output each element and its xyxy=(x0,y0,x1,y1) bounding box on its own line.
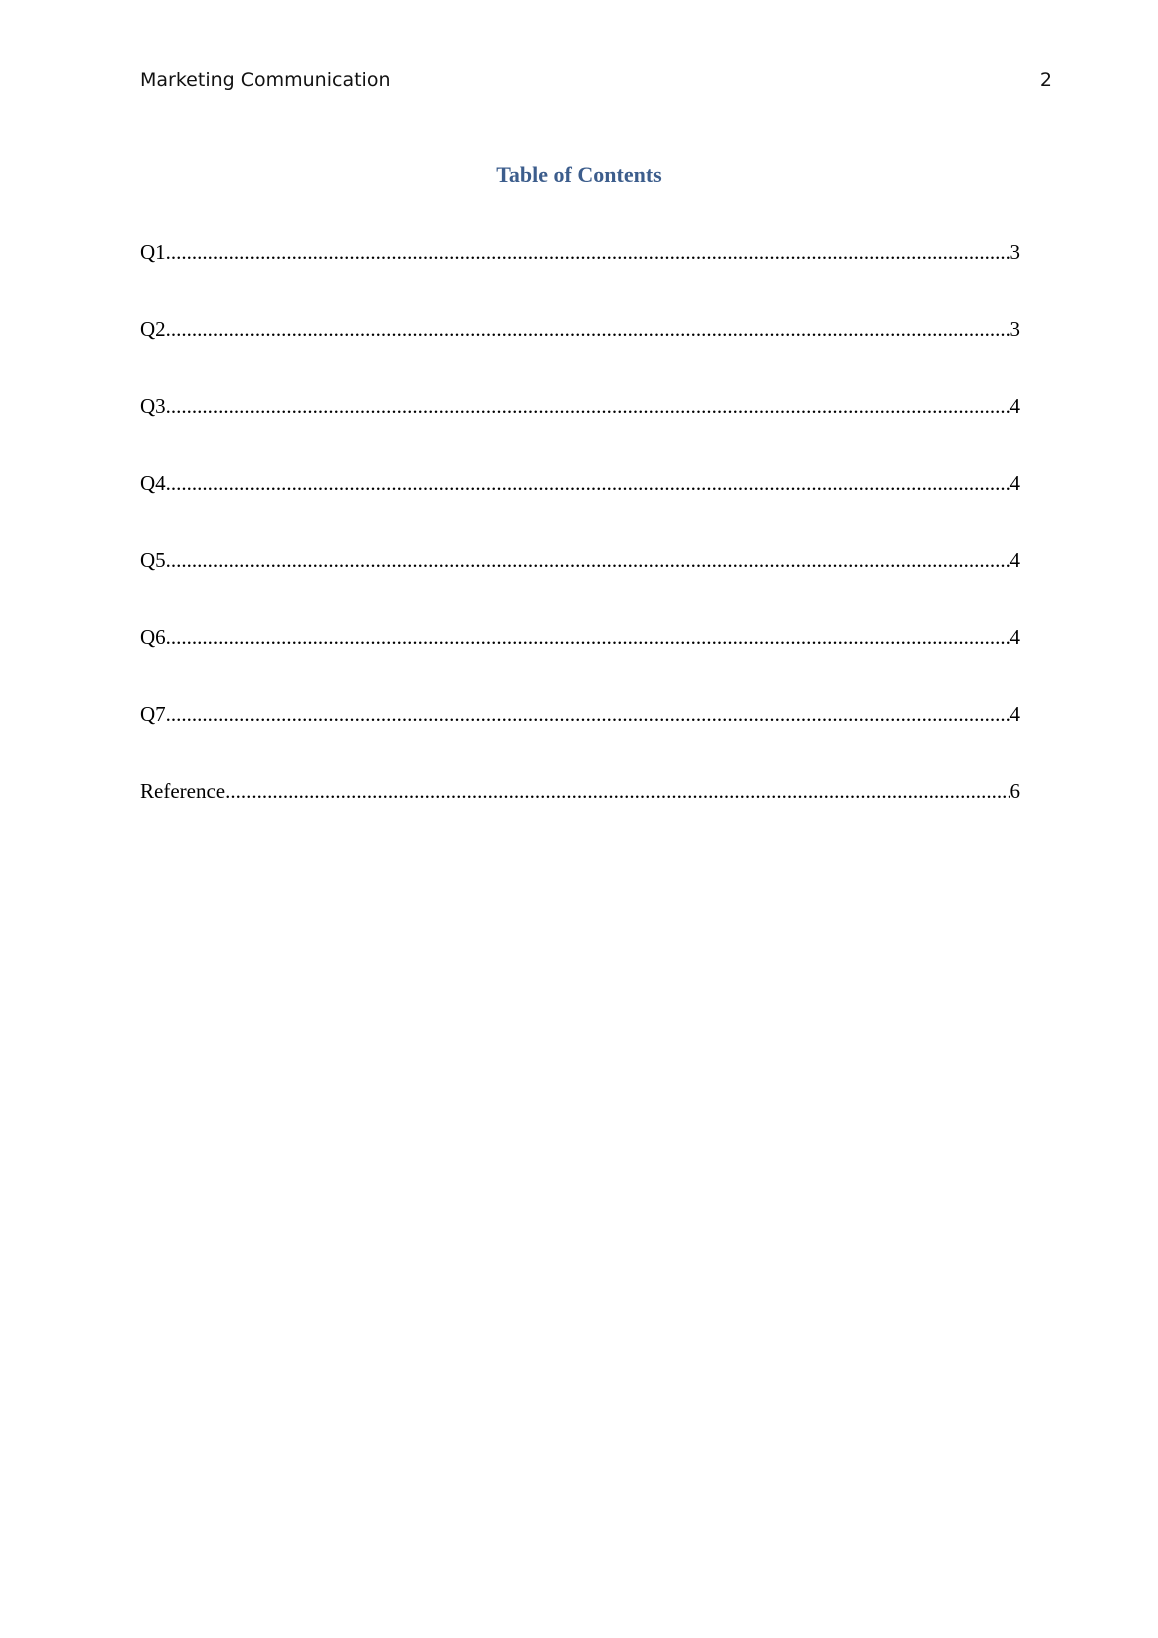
toc-entry-page: 4 xyxy=(1009,702,1020,726)
toc-entry-page: 4 xyxy=(1009,394,1020,418)
toc-entry-label: Q7 xyxy=(140,702,166,726)
toc-entry-label: Q1 xyxy=(140,240,166,264)
dot-leader xyxy=(166,702,1010,727)
toc-entry-label: Q6 xyxy=(140,625,166,649)
toc-entry-label: Q2 xyxy=(140,317,166,341)
toc-entry-q6[interactable] xyxy=(140,625,1020,702)
header-title: Marketing Communication xyxy=(140,69,391,91)
toc-entry-page: 4 xyxy=(1009,471,1020,495)
toc-entry-page: 4 xyxy=(1009,548,1020,572)
toc-entry-q1[interactable] xyxy=(140,240,1020,317)
toc-entry-q4[interactable] xyxy=(140,471,1020,548)
toc-entry-label: Reference xyxy=(140,779,226,803)
toc-entry-label: Q4 xyxy=(140,471,166,495)
page-number: 2 xyxy=(1039,69,1052,91)
toc-entry-q5[interactable] xyxy=(140,548,1020,625)
dot-leader xyxy=(166,317,1010,342)
dot-leader xyxy=(166,548,1010,573)
dot-leader xyxy=(166,471,1010,496)
table-of-contents xyxy=(140,240,1020,856)
dot-leader xyxy=(225,779,1009,804)
toc-entry-page: 6 xyxy=(1009,779,1020,803)
toc-entry-label: Q5 xyxy=(140,548,166,572)
toc-entry-q3[interactable] xyxy=(140,394,1020,471)
dot-leader xyxy=(166,240,1010,265)
toc-entry-q7[interactable] xyxy=(140,702,1020,779)
dot-leader xyxy=(166,625,1010,650)
running-header xyxy=(140,69,1052,95)
dot-leader xyxy=(166,394,1010,419)
toc-heading: Table of Contents xyxy=(496,162,662,187)
toc-entry-reference[interactable] xyxy=(140,779,1020,856)
toc-entry-label: Q3 xyxy=(140,394,166,418)
toc-entry-page: 3 xyxy=(1009,317,1020,341)
toc-entry-page: 3 xyxy=(1009,240,1020,264)
toc-entry-q2[interactable] xyxy=(140,317,1020,394)
toc-entry-page: 4 xyxy=(1009,625,1020,649)
